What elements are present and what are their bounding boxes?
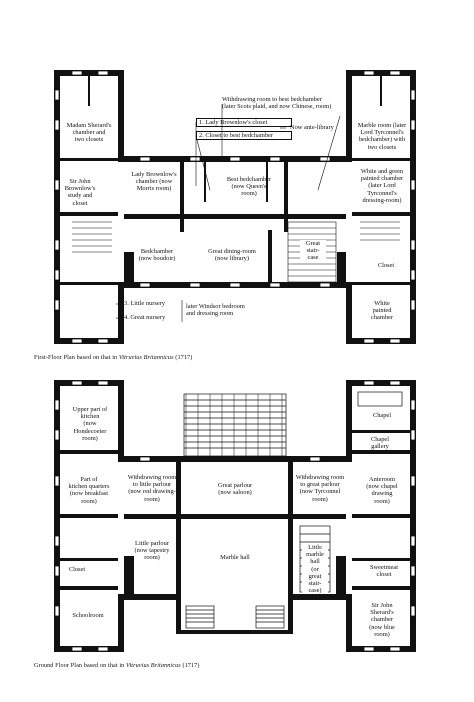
room-closet-ground: Closet [68, 566, 86, 573]
caption-prefix: First-Floor Plan based on that in [34, 354, 118, 361]
room-chapel-gallery: Chapel gallery [370, 436, 390, 451]
annotation-closet-2: 2. Closet to best bedchamber [196, 131, 292, 140]
room-upper-kitchen: Upper part of kitchen (now Hondecoeter room) [72, 406, 108, 442]
room-white-green-chamber: White and green painted chamber (later Lord Tyrconnel's dressing-room) [360, 168, 404, 204]
annotation-great-nursery: 4. Great nursery [124, 314, 166, 321]
room-great-staircase: Great stair- case [300, 240, 326, 262]
caption-title: Vitruvius Britannicus [126, 662, 181, 669]
annotation-withdrawing-room: Withdrawing room to best bedchamber (later Scots plaid, and now Chinese, room) [222, 96, 332, 111]
caption-year: (1717) [175, 354, 193, 361]
room-chapel: Chapel [372, 412, 392, 419]
caption-title: Vitruvius Britannicus [118, 354, 174, 361]
room-madam-sherard: Madam Sherard's chamber and two closets [66, 122, 112, 144]
room-best-bedchamber: Best bedchamber (now Queen's room) [226, 176, 272, 198]
room-closet: Closet [377, 262, 395, 269]
room-kitchen-quarters: Part of kitchen quarters (now breakfast room) [68, 476, 110, 505]
annotation-windsor-bedroom: later Windsor bedroom and dressing room [186, 303, 245, 318]
first-floor-caption [34, 354, 192, 361]
room-anteroom: Anteroom (now chapel drawing room) [366, 476, 398, 505]
room-little-parlour: Little parlour (now tapestry room) [134, 540, 170, 562]
annotation-ante-library: Now ante-library [290, 124, 334, 131]
caption-year: (1717) [182, 662, 200, 669]
annotation-closet-1: 1. Lady Brownlow's closet [196, 118, 292, 127]
room-white-painted-chamber: White painted chamber [371, 300, 393, 322]
room-bedchamber: Bedchamber (now boudoir) [138, 248, 176, 263]
ground-floor-caption [34, 662, 200, 669]
room-sir-john-study: Sir John Brownlow's study and closet [64, 178, 96, 207]
room-schoolroom: Schoolroom [72, 612, 104, 619]
room-marble-hall: Marble hall [220, 554, 250, 561]
annotation-little-nursery: 3. Little nursery [124, 300, 165, 307]
room-lady-brownlow-chamber: Lady Brownlow's chamber (now Morris room) [131, 171, 177, 193]
ground-floor-plan [0, 366, 474, 702]
room-great-parlour: Great parlour (now saloon) [217, 482, 253, 497]
room-sir-john-chamber: Sir John Sherard's chamber (now blue room) [369, 602, 395, 638]
room-sweetmeat-closet: Sweetmeat closet [369, 564, 399, 579]
caption-prefix: Ground Floor Plan based on that in [34, 662, 125, 669]
room-little-marble-hall: Little marble hall (or great stair- case) [302, 544, 328, 594]
room-withdrawing-right: Withdrawing room to great parlour (now Tyrconnel room) [295, 474, 345, 503]
room-great-dining: Great dining-room (now library) [208, 248, 256, 263]
room-withdrawing-left: Withdrawing room to little parlour (now red drawing- room) [127, 474, 177, 503]
room-marble-room: Marble room (later Lord Tyrconnel's bedchamber) with two closets [357, 122, 407, 151]
